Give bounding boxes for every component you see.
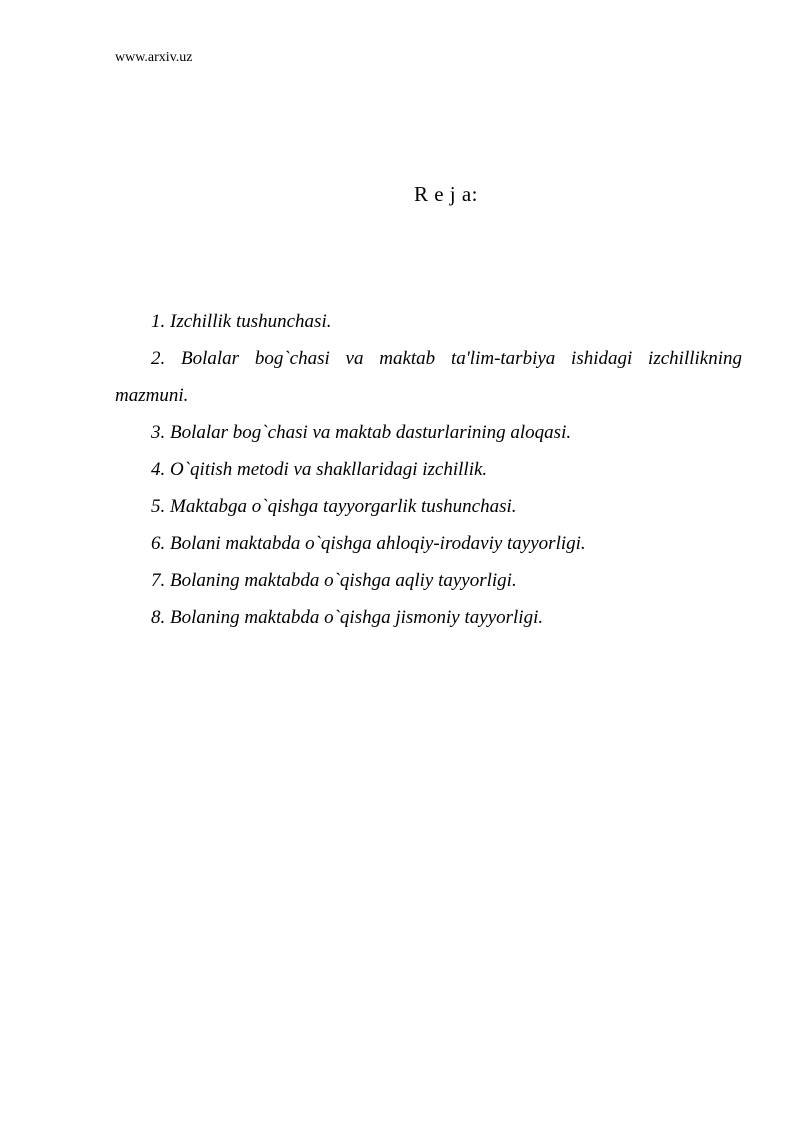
plan-list — [115, 303, 742, 636]
list-item: 2. Bolalar bog`chasi va maktab ta'lim-tarbiya ishidagi izchillikning mazmuni. — [115, 348, 742, 406]
list-item: 4. O`qitish metodi va shakllaridagi izchillik. — [151, 459, 488, 480]
list-item: 3. Bolalar bog`chasi va maktab dasturlarining aloqasi. — [151, 422, 572, 443]
list-item: 5. Maktabga o`qishga tayyorgarlik tushunchasi. — [151, 496, 517, 517]
list-item: 6. Bolani maktabda o`qishga ahloqiy-irodaviy tayyorligi. — [151, 533, 586, 554]
list-item: 8. Bolaning maktabda o`qishga jismoniy tayyorligi. — [151, 607, 544, 628]
page-title: R e j a: — [413, 182, 479, 206]
list-item: 7. Bolaning maktabda o`qishga aqliy tayyorligi. — [151, 570, 517, 591]
header-url: www.arxiv.uz — [115, 50, 193, 65]
list-item: 1. Izchillik tushunchasi. — [151, 311, 332, 332]
